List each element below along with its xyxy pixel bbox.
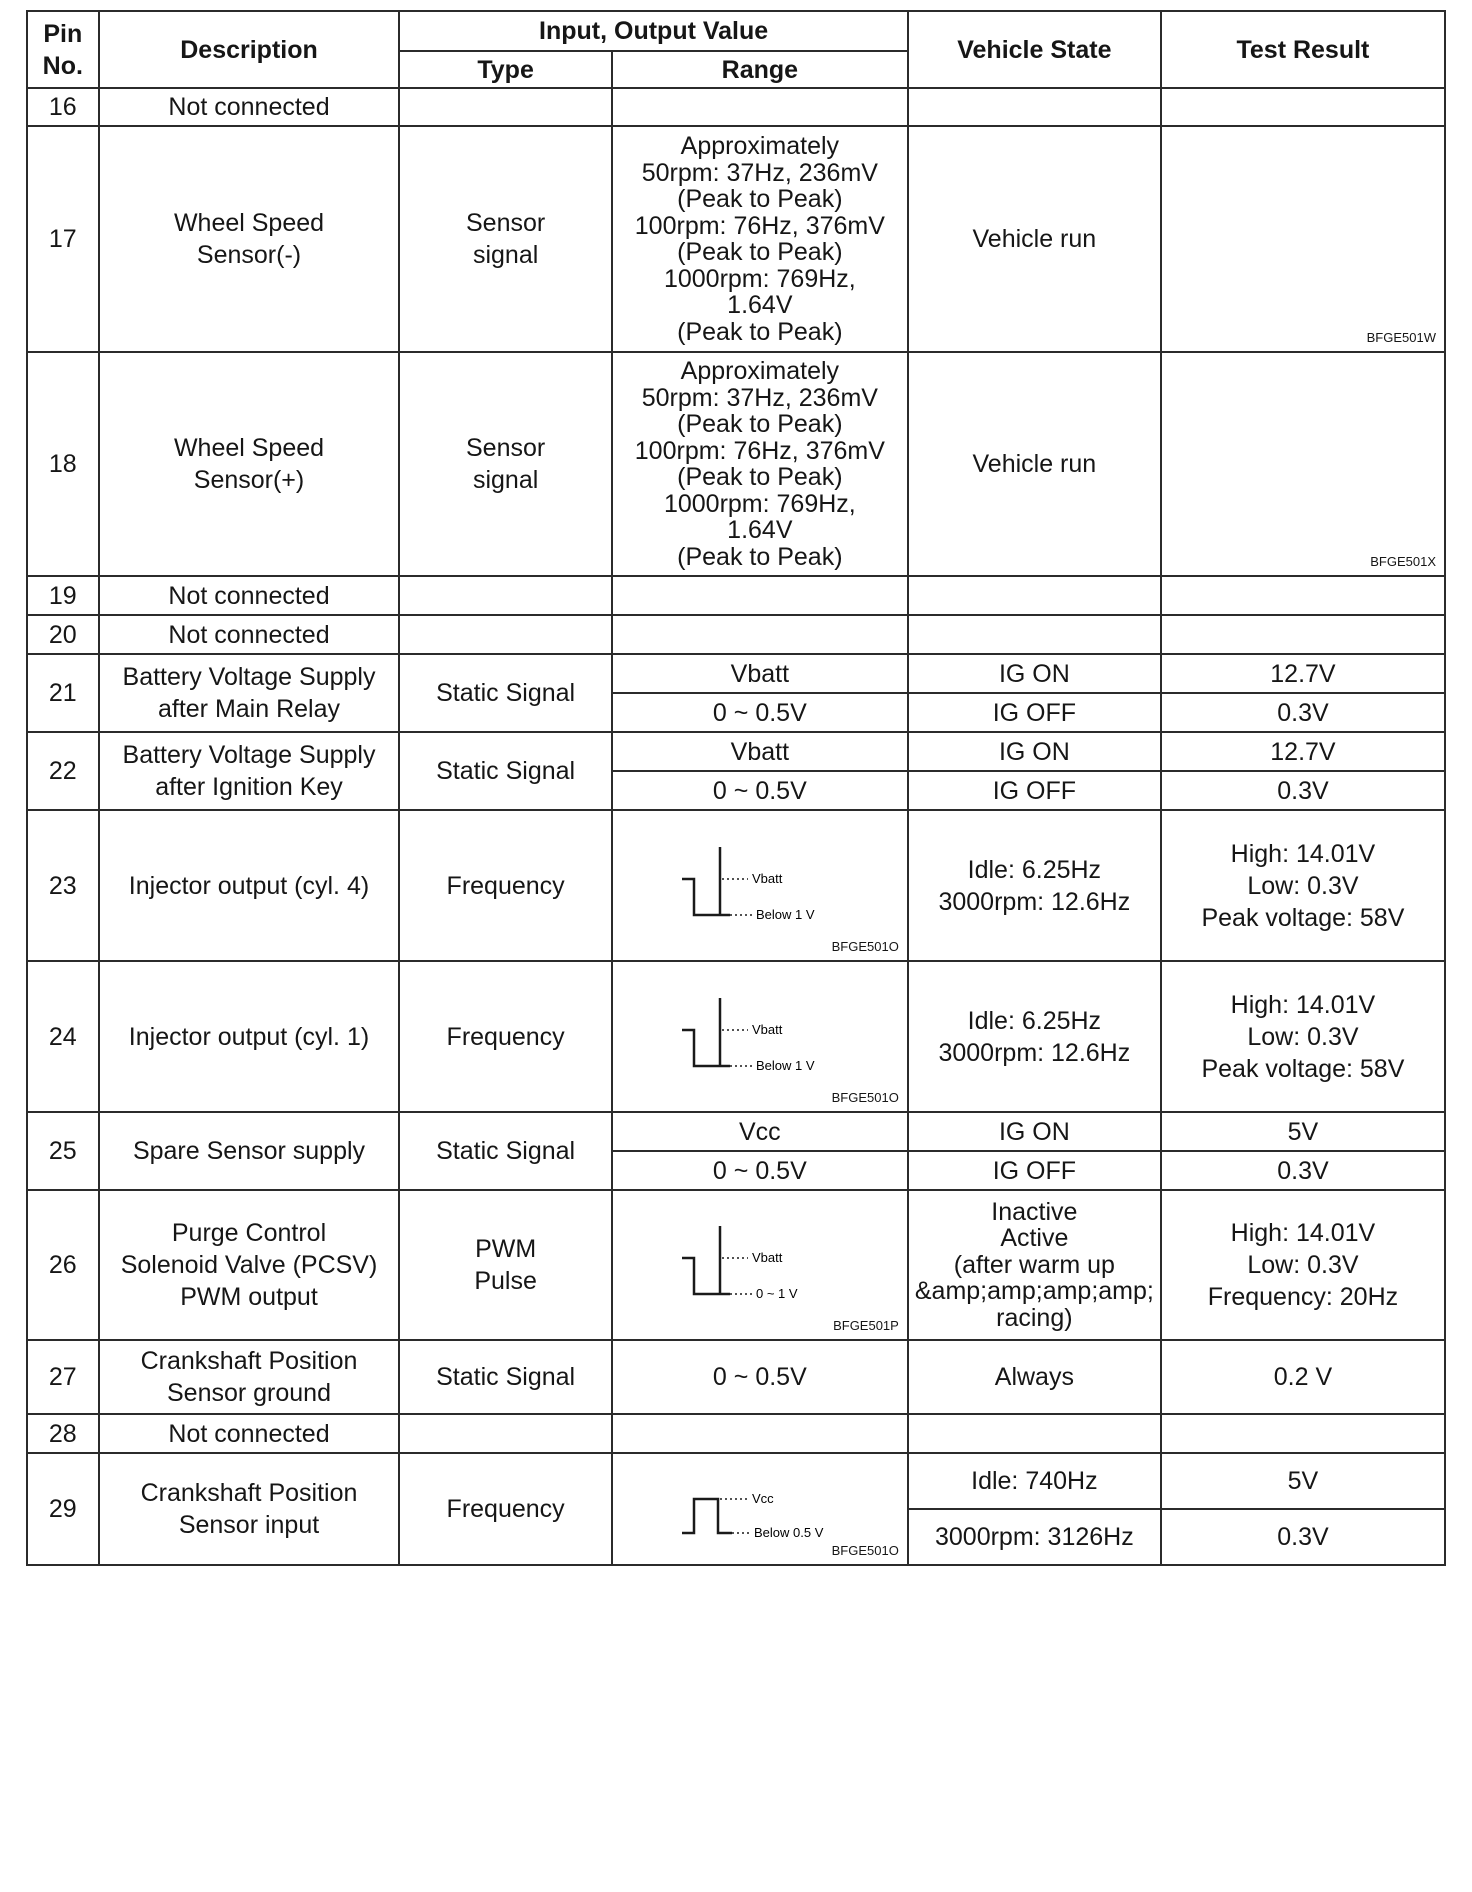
table-row: [27, 352, 1445, 576]
test-result: 0.3V: [1161, 693, 1445, 732]
range: Approximately 50rpm: 37Hz, 236mV (Peak to Peak) 100rpm: 76Hz, 376mV (Peak to Peak) 1000rpm: 769Hz, 1.64V (Peak to Peak): [612, 352, 908, 576]
pin-number: 26: [27, 1190, 99, 1340]
signal-type: Sensor signal: [399, 352, 611, 576]
header-description: Description: [99, 11, 400, 88]
description: Battery Voltage Supply after Main Relay: [99, 654, 400, 732]
signal-type: Frequency: [399, 961, 611, 1112]
vehicle-state: IG ON: [908, 654, 1161, 693]
header-test-result: Test Result: [1161, 11, 1445, 88]
description: Spare Sensor supply: [99, 1112, 400, 1190]
description: Purge Control Solenoid Valve (PCSV) PWM output: [99, 1190, 400, 1340]
vehicle-state: Idle: 740Hz: [908, 1453, 1161, 1509]
vehicle-state: IG ON: [908, 732, 1161, 771]
table-row: [27, 1112, 1445, 1151]
table-row: [27, 88, 1445, 126]
range: 0 ~ 0.5V: [612, 693, 908, 732]
pin-number: 19: [27, 576, 99, 615]
range: Approximately 50rpm: 37Hz, 236mV (Peak to Peak) 100rpm: 76Hz, 376mV (Peak to Peak) 1000rpm: 769Hz, 1.64V (Peak to Peak): [612, 126, 908, 352]
wave-high-label: Vbatt: [751, 1021, 783, 1037]
wave-low-label: Below 0.5 V: [753, 1525, 824, 1540]
wave-high-label: Vcc: [751, 1491, 774, 1506]
wave-low-label: Below 1 V: [755, 906, 815, 922]
description: Wheel Speed Sensor(-): [99, 126, 400, 352]
description: Injector output (cyl. 1): [99, 961, 400, 1112]
wave-low-label: Below 1 V: [755, 1057, 815, 1073]
vehicle-state: IG OFF: [908, 1151, 1161, 1190]
signal-type: Frequency: [399, 810, 611, 961]
square-waveform-icon: [670, 1469, 850, 1549]
table-row: [27, 126, 1445, 352]
range: 0 ~ 0.5V: [612, 1340, 908, 1414]
test-result: [1161, 352, 1445, 576]
range: Vcc: [612, 1112, 908, 1151]
header-vehicle-state: Vehicle State: [908, 11, 1161, 88]
test-result: 0.2 V: [1161, 1340, 1445, 1414]
signal-type: Static Signal: [399, 654, 611, 732]
pin-number: 23: [27, 810, 99, 961]
range-waveform: [612, 1453, 908, 1565]
test-result: [1161, 126, 1445, 352]
wave-high-label: Vbatt: [751, 1250, 783, 1265]
range-waveform: [612, 961, 908, 1112]
header-pin: Pin No.: [27, 11, 99, 88]
signal-type: Static Signal: [399, 732, 611, 810]
pin-number: 27: [27, 1340, 99, 1414]
table-row: [27, 1453, 1445, 1509]
description: Injector output (cyl. 4): [99, 810, 400, 961]
test-result: 5V: [1161, 1112, 1445, 1151]
wave-low-label: 0 ~ 1 V: [755, 1286, 798, 1301]
signal-type: PWM Pulse: [399, 1190, 611, 1340]
test-result: 12.7V: [1161, 732, 1445, 771]
vehicle-state: Inactive Active (after warm up &amp;amp;amp;amp; racing): [908, 1190, 1161, 1340]
test-result: 0.3V: [1161, 1509, 1445, 1565]
signal-type: Frequency: [399, 1453, 611, 1565]
table-row: [27, 615, 1445, 654]
pin-number: 25: [27, 1112, 99, 1190]
header-range: Range: [612, 51, 908, 88]
pin-number: 24: [27, 961, 99, 1112]
range: Vbatt: [612, 732, 908, 771]
vehicle-state: Idle: 6.25Hz 3000rpm: 12.6Hz: [908, 810, 1161, 961]
range: 0 ~ 0.5V: [612, 1151, 908, 1190]
pin-number: 29: [27, 1453, 99, 1565]
table-row: [27, 1340, 1445, 1414]
signal-type: Static Signal: [399, 1340, 611, 1414]
vehicle-state: IG OFF: [908, 693, 1161, 732]
test-result: 12.7V: [1161, 654, 1445, 693]
description: Crankshaft Position Sensor ground: [99, 1340, 400, 1414]
description: Not connected: [99, 576, 400, 615]
test-result: High: 14.01V Low: 0.3V Peak voltage: 58V: [1161, 810, 1445, 961]
signal-type: Static Signal: [399, 1112, 611, 1190]
vehicle-state: 3000rpm: 3126Hz: [908, 1509, 1161, 1565]
description: Crankshaft Position Sensor input: [99, 1453, 400, 1565]
test-result: High: 14.01V Low: 0.3V Peak voltage: 58V: [1161, 961, 1445, 1112]
pin-number: 17: [27, 126, 99, 352]
wave-high-label: Vbatt: [751, 870, 783, 886]
pwm-waveform-icon: [670, 1220, 850, 1310]
table-row: [27, 810, 1445, 961]
range-waveform: [612, 810, 908, 961]
description: Not connected: [99, 88, 400, 126]
table-row: [27, 1190, 1445, 1340]
figure-code: BFGE501W: [1366, 330, 1436, 345]
vehicle-state: Idle: 6.25Hz 3000rpm: 12.6Hz: [908, 961, 1161, 1112]
vehicle-state: Vehicle run: [908, 126, 1161, 352]
figure-code: BFGE501O: [831, 1543, 899, 1558]
injector-waveform-icon: [670, 841, 850, 931]
test-result: 5V: [1161, 1453, 1445, 1509]
vehicle-state: IG ON: [908, 1112, 1161, 1151]
figure-code: BFGE501P: [833, 1318, 899, 1333]
figure-code: BFGE501O: [831, 1090, 899, 1105]
pin-number: 18: [27, 352, 99, 576]
pin-table-sheet: [26, 10, 1446, 1566]
vehicle-state: Always: [908, 1340, 1161, 1414]
pin-number: 21: [27, 654, 99, 732]
table-row: [27, 654, 1445, 693]
figure-code: BFGE501O: [831, 939, 899, 954]
pin-number: 16: [27, 88, 99, 126]
header-type: Type: [399, 51, 611, 88]
pin-number: 22: [27, 732, 99, 810]
description: Battery Voltage Supply after Ignition Key: [99, 732, 400, 810]
header-io-group: Input, Output Value: [399, 11, 907, 51]
table-row: [27, 576, 1445, 615]
pin-number: 28: [27, 1414, 99, 1453]
range: 0 ~ 0.5V: [612, 771, 908, 810]
signal-type: Sensor signal: [399, 126, 611, 352]
vehicle-state: IG OFF: [908, 771, 1161, 810]
injector-waveform-icon: [670, 992, 850, 1082]
test-result: 0.3V: [1161, 771, 1445, 810]
test-result: High: 14.01V Low: 0.3V Frequency: 20Hz: [1161, 1190, 1445, 1340]
pin-number: 20: [27, 615, 99, 654]
vehicle-state: Vehicle run: [908, 352, 1161, 576]
table-row: [27, 961, 1445, 1112]
table-row: [27, 1414, 1445, 1453]
range-waveform: [612, 1190, 908, 1340]
pin-table: [26, 10, 1446, 1566]
description: Not connected: [99, 1414, 400, 1453]
description: Wheel Speed Sensor(+): [99, 352, 400, 576]
figure-code: BFGE501X: [1370, 554, 1436, 569]
range: Vbatt: [612, 654, 908, 693]
table-row: [27, 732, 1445, 771]
description: Not connected: [99, 615, 400, 654]
test-result: 0.3V: [1161, 1151, 1445, 1190]
